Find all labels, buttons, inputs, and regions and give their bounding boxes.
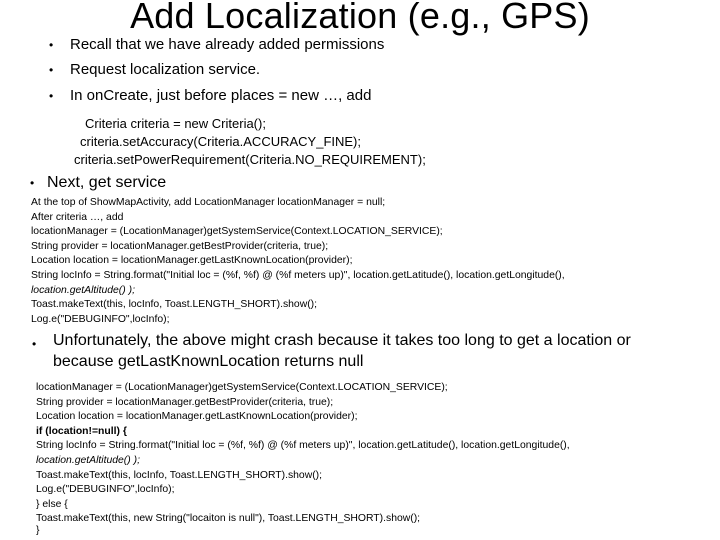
- code-line: At the top of ShowMapActivity, add LocationManager locationManager = null;: [31, 197, 386, 208]
- code-line: Log.e("DEBUGINFO",locInfo);: [31, 313, 170, 325]
- bullet-text: In onCreate, just before places = new …, add: [70, 87, 372, 104]
- code-line: } else {: [36, 498, 68, 510]
- bullet-marker: •: [49, 89, 54, 103]
- bullet-marker: •: [32, 337, 37, 351]
- code-line: if (location!=null) {: [36, 425, 127, 437]
- bullet-marker: •: [49, 38, 54, 52]
- code-line: locationManager = (LocationManager)getSystemService(Context.LOCATION_SERVICE);: [31, 226, 443, 238]
- bullet-marker: •: [30, 176, 35, 190]
- code-line: After criteria …, add: [31, 211, 124, 223]
- code-line: Criteria criteria = new Criteria();: [85, 116, 266, 131]
- code-line: Toast.makeText(this, new String("locaiton is null"), Toast.LENGTH_SHORT).show();: [36, 513, 421, 525]
- code-line: String locInfo = String.format("Initial loc = (%f, %f) @ (%f meters up)", location.getLatitude(), location.getLongitude(),: [31, 270, 565, 281]
- bullet-text: Unfortunately, the above might crash because it takes too long to get a location or: [53, 332, 631, 349]
- code-line: Location location = locationManager.getLastKnownLocation(provider);: [36, 411, 358, 423]
- code-line: String locInfo = String.format("Initial loc = (%f, %f) @ (%f meters up)", location.getLatitude(), location.getLongitude(),: [36, 440, 570, 452]
- bullet-text: because getLastKnownLocation returns null: [53, 353, 364, 370]
- code-line: locationManager = (LocationManager)getSystemService(Context.LOCATION_SERVICE);: [36, 382, 448, 393]
- code-line: location.getAltitude() );: [31, 284, 135, 296]
- code-line: Log.e("DEBUGINFO",locInfo);: [36, 484, 175, 496]
- bullet-marker: •: [49, 63, 54, 77]
- bullet-text: Request localization service.: [70, 61, 261, 78]
- code-line: String provider = locationManager.getBestProvider(criteria, true);: [31, 240, 329, 252]
- code-line: criteria.setAccuracy(Criteria.ACCURACY_FINE);: [80, 134, 361, 149]
- code-line: }: [36, 525, 40, 536]
- bullet-text: Next, get service: [47, 174, 167, 191]
- code-line: Toast.makeText(this, locInfo, Toast.LENGTH_SHORT).show();: [31, 299, 318, 311]
- code-line: Location location = locationManager.getLastKnownLocation(provider);: [31, 255, 353, 267]
- code-line: criteria.setPowerRequirement(Criteria.NO_REQUIREMENT);: [74, 152, 426, 167]
- slide-title: Add Localization (e.g., GPS): [130, 0, 590, 36]
- code-line: Toast.makeText(this, locInfo, Toast.LENGTH_SHORT).show();: [36, 469, 323, 481]
- code-line: String provider = locationManager.getBestProvider(criteria, true);: [36, 396, 334, 408]
- bullet-text: Recall that we have already added permissions: [70, 36, 385, 53]
- code-line: location.getAltitude() );: [36, 455, 140, 466]
